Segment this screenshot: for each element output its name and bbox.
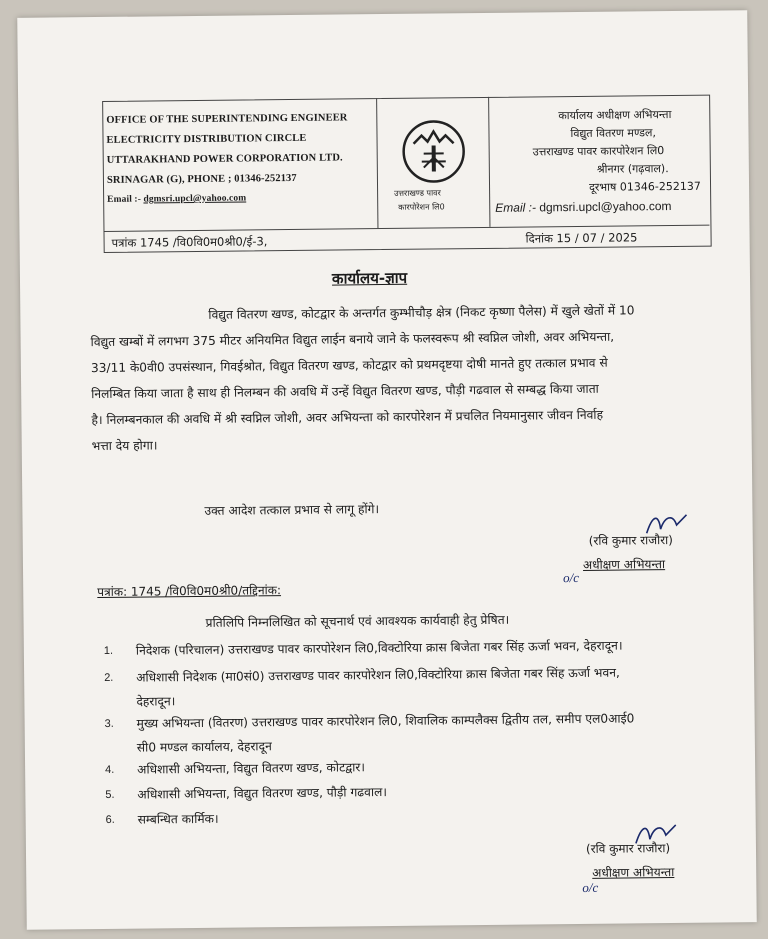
letter-date: दिनांक 15 / 07 / 2025 <box>525 230 638 246</box>
office-hindi-line-4: श्रीनगर (गढ़वाल). <box>596 162 669 176</box>
office-line-3: UTTARAKHAND POWER CORPORATION LTD. <box>106 152 343 166</box>
list-item: अधिशासी अभियन्ता, विद्युत वितरण खण्ड, पौड़ी गढवाल। <box>137 785 388 802</box>
office-line-2: ELECTRICITY DISTRIBUTION CIRCLE <box>106 132 307 146</box>
list-item: सम्बन्धित कार्मिक। <box>137 811 219 827</box>
body-line: निलम्बित किया जाता है साथ ही निलम्बन की अवधि में उन्हें विद्युत वितरण खण्ड, पौड़ी गढवाल से सम्बद्ध किया जाता <box>91 381 599 402</box>
office-hindi-line-3: उत्तराखण्ड पावर कारपोरेशन लि0 <box>532 144 665 159</box>
order-effective-line: उक्त आदेश तत्काल प्रभाव से लागू होंगे। <box>204 502 380 518</box>
body-line: 33/11 के0वी0 उपसंस्थान, गिवईश्रोत, विद्युत वितरण खण्ड, कोटद्वार को प्रथमदृष्टया दोषी मानते हुए तत्काल प्रभाव से <box>90 355 608 376</box>
memo-title: कार्यालय-ज्ञाप <box>331 268 408 288</box>
list-number: 1. <box>103 644 114 657</box>
list-number: 2. <box>104 671 114 684</box>
office-email-hi: Email :- dgmsri.upcl@yahoo.com <box>495 199 672 215</box>
signatory-designation-2: अधीक्षण अभियन्ता <box>592 865 675 880</box>
office-hindi-phone: दूरभाष 01346-252137 <box>588 179 701 194</box>
list-number: 4. <box>105 763 115 776</box>
copy-intro: प्रतिलिपि निम्नलिखित को सूचनार्थ एवं आवश्यक कार्यवाही हेतु प्रेषित। <box>205 612 510 630</box>
corporation-logo <box>383 109 484 220</box>
list-number: 6. <box>105 813 115 826</box>
document-page <box>17 10 757 930</box>
signature-initials: o/c <box>563 569 580 586</box>
body-line: है। निलम्बनकाल की अवधि में श्री स्वप्निल जोशी, अवर अभियन्ता को कारपोरेशन में प्रचलित नियमानुसार जीवन निर्वाह <box>91 407 604 428</box>
list-item: मुख्य अभियन्ता (वितरण) उत्तराखण्ड पावर कारपोरेशन लि0, शिवालिक काम्पलैक्स द्वितीय तल, समीप एल0आई0 <box>136 711 635 731</box>
signatory-name: (रवि कुमार राजौरा) <box>588 533 673 548</box>
body-line: भत्ता देय होगा। <box>91 438 158 454</box>
body-line: विद्युत वितरण खण्ड, कोटद्वार के अन्तर्गत कुम्भीचौड़ क्षेत्र (निकट कृष्णा पैलेस) में खुले खेतों में 10 <box>208 303 635 322</box>
letter-reference: पत्रांक 1745 /वि0वि0म0श्री0/ई-3, <box>111 234 268 250</box>
office-phone: SRINAGAR (G), PHONE ; 01346-252137 <box>106 172 297 186</box>
body-line: विद्युत खम्बों में लगभग 375 मीटर अनियमित विद्युत लाईन बनाये जाने के फलस्वरूप श्री स्वप्निल जोशी, अवर अभियन्ता, <box>90 329 615 350</box>
list-number: 5. <box>105 788 115 801</box>
list-item: अधिशासी अभियन्ता, विद्युत वितरण खण्ड, कोटद्वार। <box>137 760 366 777</box>
signatory-name-2: (रवि कुमार राजौरा) <box>585 841 671 856</box>
list-item-continuation: देहरादून। <box>136 694 176 709</box>
list-item: निदेशक (परिचालन) उत्तराखण्ड पावर कारपोरेशन लि0,विक्टोरिया क्रास बिजेता गबर सिंह ऊर्जा भवन, देहरादून। <box>135 638 623 658</box>
copy-reference: पत्रांक: 1745 /वि0वि0म0श्री0/तद्दिनांक: <box>97 583 282 600</box>
list-item-continuation: सी0 मण्डल कार्यालय, देहरादून <box>136 739 272 755</box>
list-number: 3. <box>104 717 114 730</box>
office-hindi-line-1: कार्यालय अधीक्षण अभियन्ता <box>558 108 672 123</box>
logo-caption-2: कारपोरेशन लि0 <box>398 202 445 212</box>
office-hindi-line-2: विद्युत वितरण मण्डल, <box>570 126 657 141</box>
logo-caption-1: उत्तराखण्ड पावर <box>394 188 441 198</box>
list-item: अधिशासी निदेशक (मा0सं0) उत्तराखण्ड पावर कारपोरेशन लि0,विक्टोरिया क्रास बिजेता गबर सिंह ऊर्जा भवन, <box>136 665 620 685</box>
office-email-en: Email :- dgmsri.upcl@yahoo.com <box>107 193 247 205</box>
signature-initials-2: o/c <box>582 879 599 895</box>
signatory-designation: अधीक्षण अभियन्ता <box>582 557 666 572</box>
memo-body <box>90 297 692 459</box>
office-line-1: OFFICE OF THE SUPERINTENDING ENGINEER <box>106 112 348 126</box>
